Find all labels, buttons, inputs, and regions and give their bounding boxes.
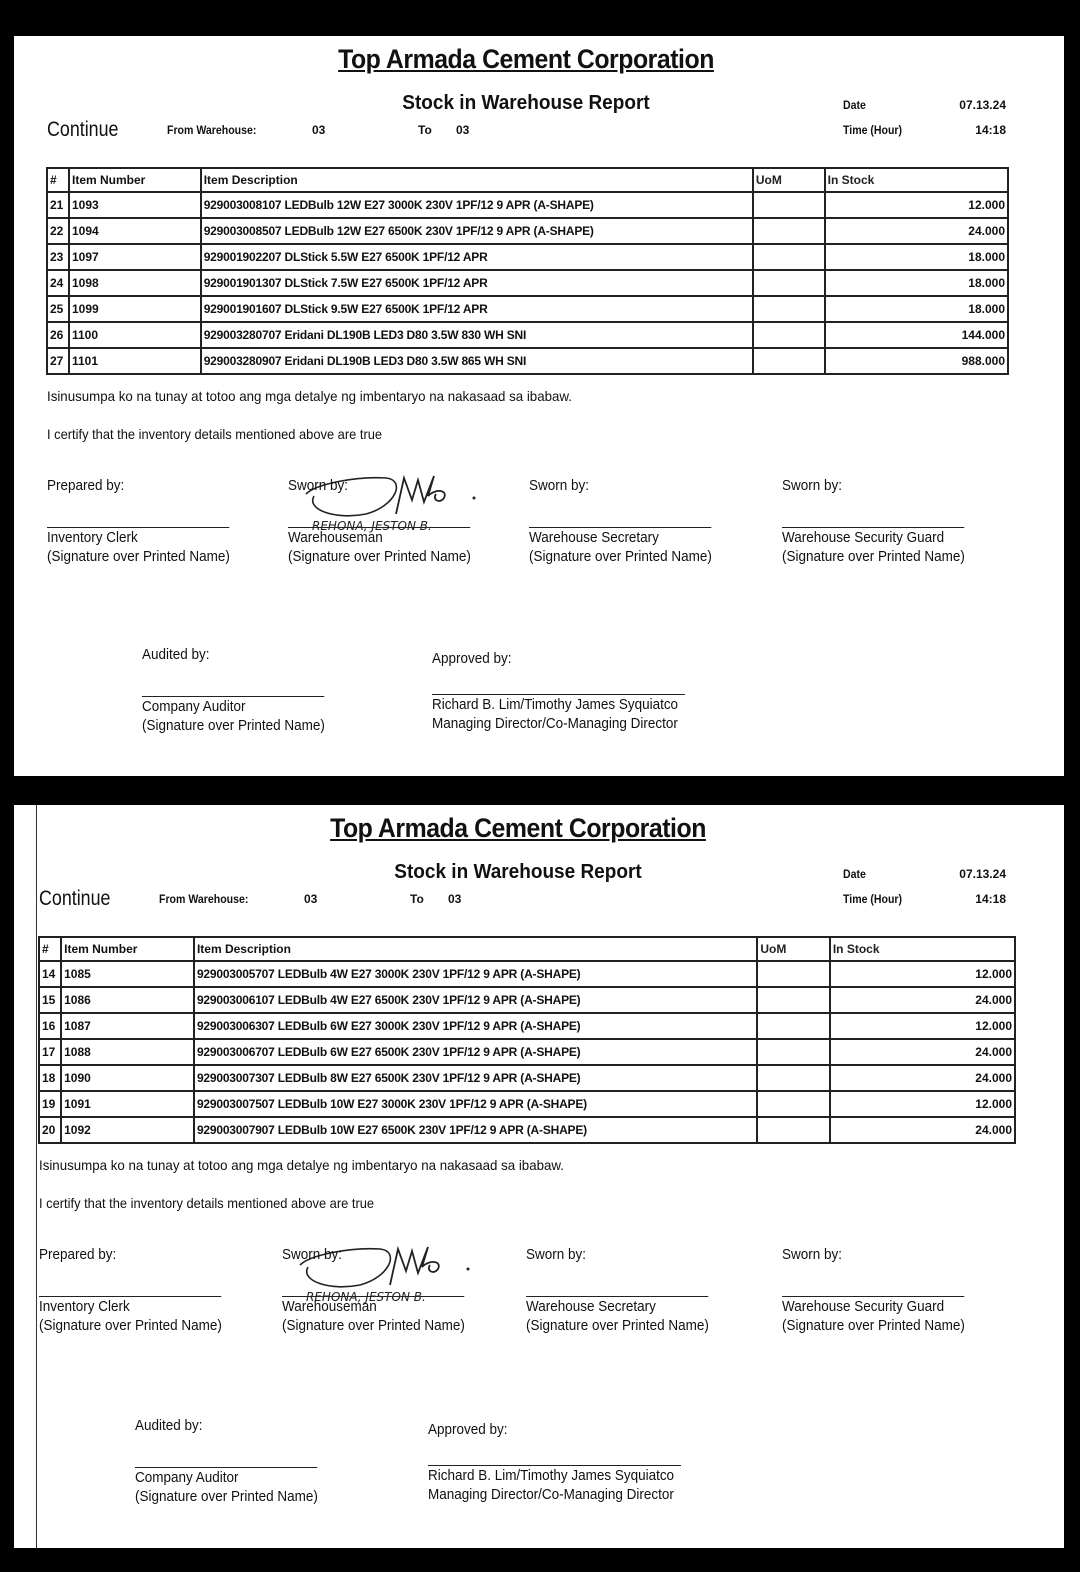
item-number: 1088: [61, 1039, 194, 1065]
table-row: [47, 270, 1008, 296]
table-body: [39, 961, 1015, 1143]
signatory-company-auditor: [142, 646, 325, 736]
signatory-heading: Sworn by:: [782, 478, 842, 494]
item-number: 1092: [61, 1117, 194, 1143]
row-index: 26: [47, 322, 69, 348]
item-description: 929001902207 DLStick 5.5W E27 6500K 1PF/12 APR: [201, 244, 753, 270]
item-description: 929003007307 LEDBulb 8W E27 6500K 230V 1PF/12 9 APR (A-SHAPE): [194, 1065, 757, 1091]
table-row: [47, 348, 1008, 374]
item-description: 929003006707 LEDBulb 6W E27 6500K 230V 1PF/12 9 APR (A-SHAPE): [194, 1039, 757, 1065]
to-label: To: [418, 123, 432, 137]
table-row: [39, 1039, 1015, 1065]
signatory-role: Warehouse Secretary: [526, 1299, 656, 1315]
signatory-prepared-by: [39, 1246, 222, 1336]
signatory-role: Warehouse Security Guard: [782, 530, 945, 546]
in-stock-qty: 12.000: [825, 192, 1008, 218]
in-stock-qty: 12.000: [830, 1013, 1015, 1039]
uom: [757, 1117, 829, 1143]
column-header-in-stock: In Stock: [830, 937, 1015, 961]
item-number: 1097: [69, 244, 201, 270]
signatory-warehouseman: [282, 1246, 465, 1336]
signatory-heading: Prepared by:: [47, 478, 125, 494]
signatory-security-guard: [782, 477, 965, 567]
row-index: 15: [39, 987, 61, 1013]
signature-line: [782, 527, 964, 528]
signatory-heading: Audited by:: [135, 1418, 203, 1434]
signatory-role: Warehouse Secretary: [529, 530, 659, 546]
signatory-heading: Sworn by:: [526, 1247, 586, 1263]
uom: [757, 1091, 829, 1117]
table-row: [39, 1013, 1015, 1039]
item-description: 929003280707 Eridani DL190B LED3 D80 3.5W 830 WH SNI: [201, 322, 753, 348]
company-name: Top Armada Cement Corporation: [338, 44, 714, 74]
in-stock-qty: 24.000: [825, 218, 1008, 244]
uom: [753, 218, 825, 244]
handwritten-name: REHONA, JESTON B.: [312, 519, 432, 533]
signatory-role: Company Auditor: [142, 699, 246, 715]
signatory-prepared-by: [47, 477, 230, 567]
in-stock-qty: 18.000: [825, 270, 1008, 296]
item-number: 1093: [69, 192, 201, 218]
signature-line: [47, 527, 229, 528]
uom: [753, 192, 825, 218]
row-index: 23: [47, 244, 69, 270]
signature-line: [782, 1296, 964, 1297]
row-index: 16: [39, 1013, 61, 1039]
item-description: 929003008507 LEDBulb 12W E27 6500K 230V 1PF/12 9 APR (A-SHAPE): [201, 218, 753, 244]
time-label: Time (Hour): [843, 123, 903, 137]
from-warehouse-label: From Warehouse:: [159, 892, 249, 906]
signature-line: [428, 1465, 681, 1466]
signatory-note: (Signature over Printed Name): [47, 549, 230, 565]
item-number: 1098: [69, 270, 201, 296]
uom: [753, 322, 825, 348]
item-number: 1086: [61, 987, 194, 1013]
table-body: [47, 192, 1008, 374]
table-header-row: [39, 937, 1015, 961]
signatory-role: Inventory Clerk: [39, 1299, 130, 1315]
from-warehouse-value: 03: [312, 123, 326, 137]
signatory-role: Inventory Clerk: [47, 530, 138, 546]
column-header-index: #: [47, 168, 69, 192]
signature-line: [282, 1296, 464, 1297]
in-stock-qty: 24.000: [830, 987, 1015, 1013]
date-value: 07.13.24: [959, 867, 1006, 881]
signatory-titles: Managing Director/Co-Managing Director: [428, 1487, 674, 1503]
row-index: 18: [39, 1065, 61, 1091]
signatory-note: (Signature over Printed Name): [529, 549, 712, 565]
page-content: [6, 805, 1056, 1548]
in-stock-qty: 18.000: [825, 244, 1008, 270]
item-number: 1090: [61, 1065, 194, 1091]
column-header-uom: UoM: [757, 937, 829, 961]
report-page-1: [14, 36, 1064, 776]
column-header-in-stock: In Stock: [825, 168, 1008, 192]
item-description: 929003008107 LEDBulb 12W E27 3000K 230V 1PF/12 9 APR (A-SHAPE): [201, 192, 753, 218]
item-description: 929001901307 DLStick 7.5W E27 6500K 1PF/12 APR: [201, 270, 753, 296]
item-number: 1101: [69, 348, 201, 374]
item-number: 1094: [69, 218, 201, 244]
time-label: Time (Hour): [843, 892, 903, 906]
stock-table: [38, 936, 1016, 1144]
signatory-note: (Signature over Printed Name): [282, 1318, 465, 1334]
item-description: 929003007507 LEDBulb 10W E27 3000K 230V 1PF/12 9 APR (A-SHAPE): [194, 1091, 757, 1117]
signatory-heading: Sworn by:: [282, 1247, 342, 1263]
table-row: [39, 1065, 1015, 1091]
continue-label: Continue: [39, 887, 111, 910]
signatory-names: Richard B. Lim/Timothy James Syquiatco: [432, 697, 679, 713]
signatory-names: Richard B. Lim/Timothy James Syquiatco: [428, 1468, 675, 1484]
in-stock-qty: 12.000: [830, 961, 1015, 987]
row-index: 24: [47, 270, 69, 296]
time-value: 14:18: [975, 123, 1006, 137]
signatory-approved-by: [432, 650, 685, 734]
to-warehouse-value: 03: [456, 123, 470, 137]
table-row: [47, 192, 1008, 218]
oath-statement-tagalog: Isinusumpa ko na tunay at totoo ang mga detalye ng imbentaryo na nakasaad sa ibabaw.: [47, 388, 572, 404]
signature-line: [39, 1296, 221, 1297]
signatory-heading: Approved by:: [428, 1422, 508, 1438]
item-description: 929003006307 LEDBulb 6W E27 3000K 230V 1PF/12 9 APR (A-SHAPE): [194, 1013, 757, 1039]
from-warehouse-value: 03: [304, 892, 318, 906]
item-number: 1091: [61, 1091, 194, 1117]
row-index: 17: [39, 1039, 61, 1065]
signatory-note: (Signature over Printed Name): [142, 718, 325, 734]
date-label: Date: [843, 98, 866, 112]
row-index: 27: [47, 348, 69, 374]
stock-table: [46, 167, 1009, 375]
item-number: 1087: [61, 1013, 194, 1039]
column-header-uom: UoM: [753, 168, 825, 192]
oath-statement-tagalog: Isinusumpa ko na tunay at totoo ang mga detalye ng imbentaryo na nakasaad sa ibabaw.: [39, 1157, 564, 1173]
item-number: 1085: [61, 961, 194, 987]
signatory-warehouse-secretary: [526, 1246, 709, 1336]
signatory-role: Warehouseman: [288, 530, 383, 546]
item-description: 929001901607 DLStick 9.5W E27 6500K 1PF/12 APR: [201, 296, 753, 322]
uom: [753, 244, 825, 270]
signatory-heading: Approved by:: [432, 651, 512, 667]
signatory-role: Company Auditor: [135, 1470, 239, 1486]
in-stock-qty: 988.000: [825, 348, 1008, 374]
signatory-heading: Sworn by:: [782, 1247, 842, 1263]
signatory-role: Warehouseman: [282, 1299, 377, 1315]
signature-line: [432, 694, 685, 695]
table-row: [47, 244, 1008, 270]
time-value: 14:18: [975, 892, 1006, 906]
signatory-titles: Managing Director/Co-Managing Director: [432, 716, 678, 732]
signatory-security-guard: [782, 1246, 965, 1336]
signatory-heading: Sworn by:: [288, 478, 348, 494]
signature-line: [526, 1296, 708, 1297]
continue-label: Continue: [47, 118, 119, 141]
table-row: [47, 296, 1008, 322]
table-row: [39, 1091, 1015, 1117]
in-stock-qty: 12.000: [830, 1091, 1015, 1117]
table-row: [39, 987, 1015, 1013]
item-number: 1100: [69, 322, 201, 348]
row-index: 25: [47, 296, 69, 322]
column-header-index: #: [39, 937, 61, 961]
signatory-note: (Signature over Printed Name): [135, 1489, 318, 1505]
handwritten-name: REHONA, JESTON B.: [306, 1290, 426, 1304]
signatory-heading: Prepared by:: [39, 1247, 117, 1263]
row-index: 14: [39, 961, 61, 987]
company-name: Top Armada Cement Corporation: [330, 813, 706, 843]
uom: [753, 296, 825, 322]
report-page-2: [14, 805, 1064, 1548]
row-index: 19: [39, 1091, 61, 1117]
to-label: To: [410, 892, 424, 906]
signatory-heading: Sworn by:: [529, 478, 589, 494]
item-description: 929003005707 LEDBulb 4W E27 3000K 230V 1PF/12 9 APR (A-SHAPE): [194, 961, 757, 987]
column-header-item-number: Item Number: [69, 168, 201, 192]
report-title: Stock in Warehouse Report: [402, 92, 650, 114]
column-header-description: Item Description: [194, 937, 757, 961]
signature-line: [288, 527, 470, 528]
in-stock-qty: 24.000: [830, 1117, 1015, 1143]
uom: [757, 1039, 829, 1065]
signature-line: [135, 1467, 317, 1468]
signatory-warehouseman: [288, 477, 471, 567]
item-description: 929003007907 LEDBulb 10W E27 6500K 230V 1PF/12 9 APR (A-SHAPE): [194, 1117, 757, 1143]
signatory-company-auditor: [135, 1417, 318, 1507]
signatory-heading: Audited by:: [142, 647, 210, 663]
date-value: 07.13.24: [959, 98, 1006, 112]
date-label: Date: [843, 867, 866, 881]
signature-line: [142, 696, 324, 697]
in-stock-qty: 18.000: [825, 296, 1008, 322]
uom: [757, 987, 829, 1013]
signature-line: [529, 527, 711, 528]
column-header-item-number: Item Number: [61, 937, 194, 961]
table-row: [47, 218, 1008, 244]
signatory-approved-by: [428, 1421, 681, 1505]
from-warehouse-label: From Warehouse:: [167, 123, 257, 137]
item-description: 929003280907 Eridani DL190B LED3 D80 3.5W 865 WH SNI: [201, 348, 753, 374]
item-number: 1099: [69, 296, 201, 322]
table-header-row: [47, 168, 1008, 192]
uom: [757, 961, 829, 987]
signatory-warehouse-secretary: [529, 477, 712, 567]
uom: [753, 348, 825, 374]
signatory-role: Warehouse Security Guard: [782, 1299, 945, 1315]
to-warehouse-value: 03: [448, 892, 462, 906]
table-row: [47, 322, 1008, 348]
report-title: Stock in Warehouse Report: [394, 861, 642, 883]
certification-statement: I certify that the inventory details mentioned above are true: [47, 426, 383, 442]
certification-statement: I certify that the inventory details mentioned above are true: [39, 1195, 375, 1211]
uom: [757, 1013, 829, 1039]
signatory-note: (Signature over Printed Name): [526, 1318, 709, 1334]
table-row: [39, 1117, 1015, 1143]
signatory-note: (Signature over Printed Name): [288, 549, 471, 565]
table-row: [39, 961, 1015, 987]
in-stock-qty: 144.000: [825, 322, 1008, 348]
item-description: 929003006107 LEDBulb 4W E27 6500K 230V 1PF/12 9 APR (A-SHAPE): [194, 987, 757, 1013]
signatory-note: (Signature over Printed Name): [782, 1318, 965, 1334]
column-header-description: Item Description: [201, 168, 753, 192]
in-stock-qty: 24.000: [830, 1039, 1015, 1065]
uom: [757, 1065, 829, 1091]
signatory-note: (Signature over Printed Name): [782, 549, 965, 565]
in-stock-qty: 24.000: [830, 1065, 1015, 1091]
row-index: 22: [47, 218, 69, 244]
row-index: 20: [39, 1117, 61, 1143]
row-index: 21: [47, 192, 69, 218]
uom: [753, 270, 825, 296]
signatory-note: (Signature over Printed Name): [39, 1318, 222, 1334]
page-content: [14, 36, 1064, 776]
